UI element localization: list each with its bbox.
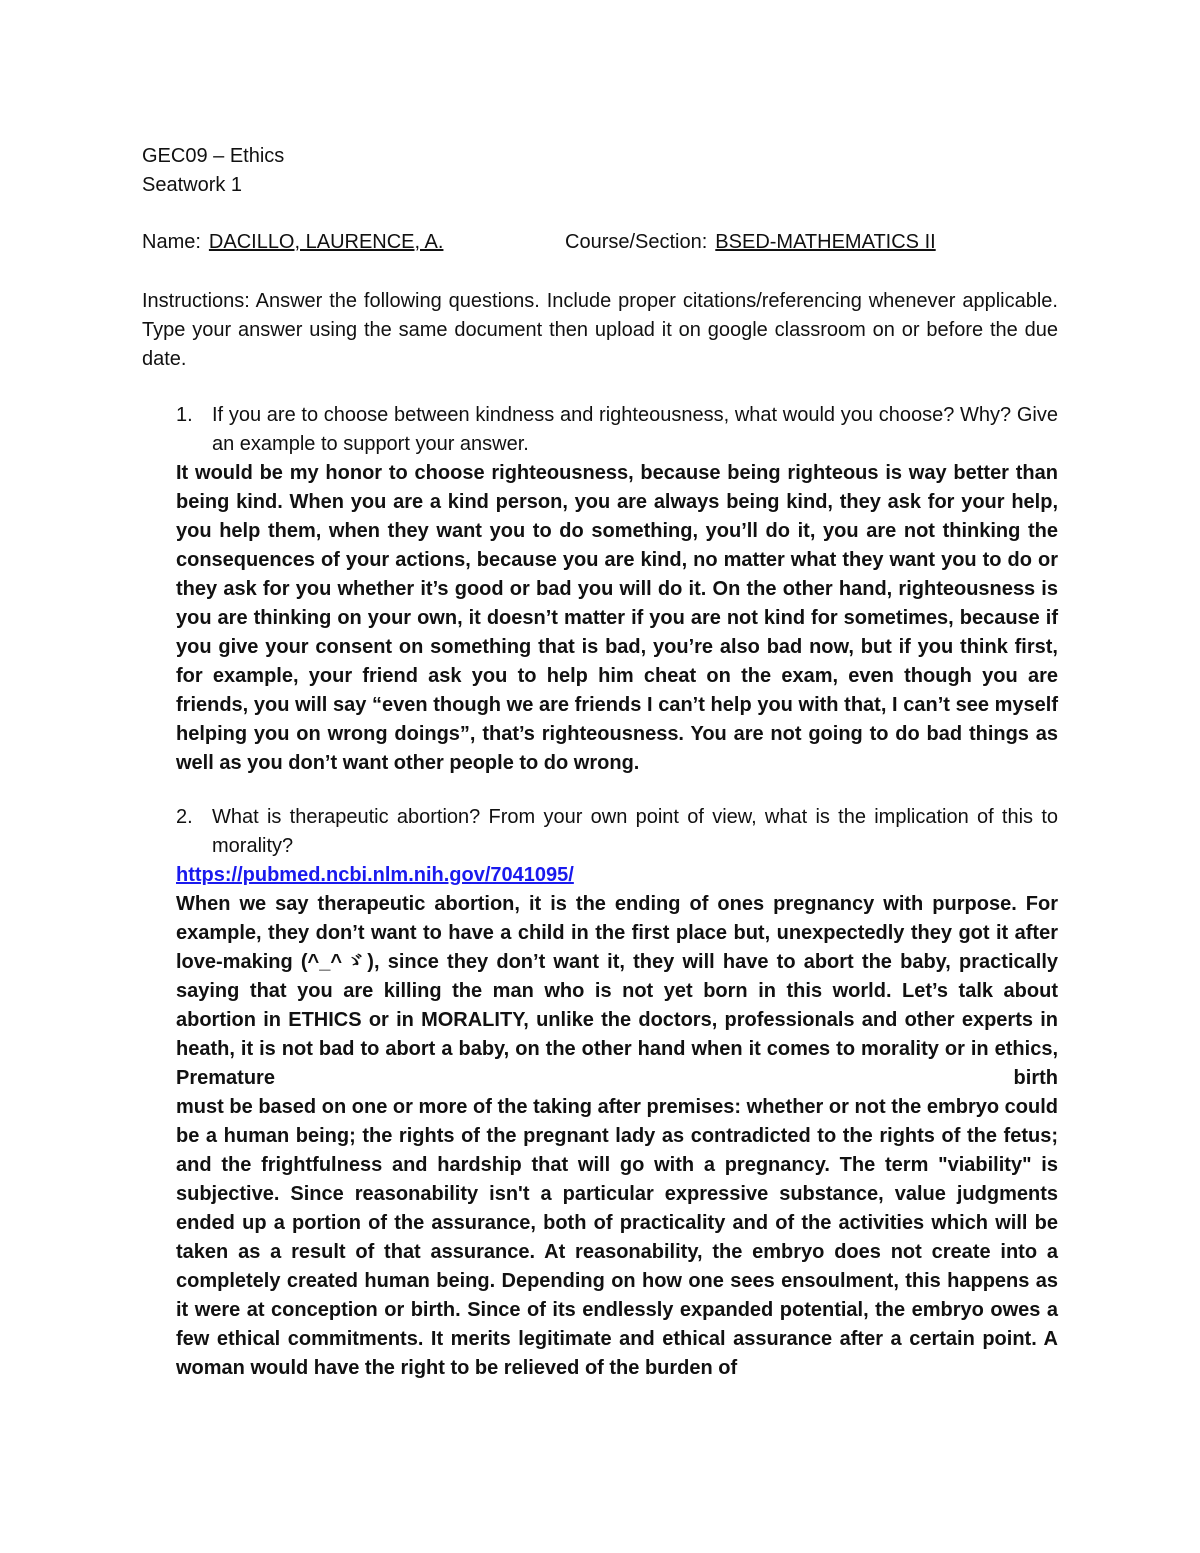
course-section-value: BSED-MATHEMATICS II: [715, 231, 936, 253]
document-header: [142, 142, 284, 200]
course-section-label: Course/Section:: [565, 231, 708, 253]
question-2: [176, 803, 1058, 861]
answer-2-part-1: When we say therapeutic abortion, it is the ending of ones pregnancy with purpose. For example, they don’t want to have a child in the first place but, unexpectedly they got it after love-making (^_^ゞ), since they don’t want it, they will have to abort the baby, practically saying that you are killing the man who is not yet born in this world. Let’s talk about abortion in ETHICS or in MORALITY, unlike the doctors, professionals and other experts in heath, it is not bad to abort a baby, on the other hand when it comes to morality or in ethics, Premature birth: [176, 893, 1058, 1089]
name-label: Name:: [142, 231, 201, 253]
student-name: DACILLO, LAURENCE, A.: [208, 231, 444, 253]
question-text: What is therapeutic abortion? From your own point of view, what is the implication of this to morality?: [212, 806, 1058, 857]
instructions-paragraph: Instructions: Answer the following questions. Include proper citations/referencing whenever applicable. Type your answer using the same document then upload it on google classroom on or before the due date.: [142, 290, 1058, 370]
question-number: 2.: [176, 806, 193, 828]
question-1: [176, 401, 1058, 459]
answer-2: [176, 890, 1058, 1383]
answer-1: It would be my honor to choose righteousness, because being righteous is way better than being kind. When you are a kind person, you are always being kind, they ask for your help, you help them, when they want you to do something, you’ll do it, you are not thinking the consequences of your actions, because you are kind, no matter what they want you to do or they ask for you whether it’s good or bad you will do it. On the other hand, righteousness is you are thinking on your own, it doesn’t matter if you are not kind for sometimes, because if you give your consent on something that is bad, you’re also bad now, but if you think first, for example, your friend ask you to help him cheat on the exam, even though you are friends, you will say “even though we are friends I can’t help you with that, I can’t see myself helping you on wrong doings”, that’s righteousness. You are not going to do bad things as well as you don’t want other people to do wrong.: [176, 462, 1058, 774]
student-info-row: [142, 228, 1062, 257]
course-code: GEC09 – Ethics: [142, 145, 285, 167]
citation-link[interactable]: https://pubmed.ncbi.nlm.nih.gov/7041095/: [176, 864, 574, 886]
course-section-block: [565, 228, 936, 257]
answer-2-part-2: must be based on one or more of the taking after premises: whether or not the embryo could be a human being; the rights of the pregnant lady as contradicted to the rights of the fetus; and the frightfulness and hardship that will go with a pregnancy. The term "viability" is subjective. Since reasonability isn't a particular expressive substance, value judgments ended up a portion of the assurance, both of practicality and of the activities which will be taken as a result of that assurance. At reasonability, the embryo does not create into a completely created human being. Depending on how one sees ensoulment, this happens as it were at conception or birth. Since of its endlessly expanded potential, the embryo owes a few ethical commitments. It merits legitimate and ethical assurance after a certain point. A woman would have the right to be relieved of the burden of: [176, 1096, 1058, 1379]
question-text: If you are to choose between kindness and righteousness, what would you choose? Why? Give an example to support your answer.: [212, 404, 1058, 455]
activity-title: Seatwork 1: [142, 174, 243, 196]
question-number: 1.: [176, 404, 193, 426]
